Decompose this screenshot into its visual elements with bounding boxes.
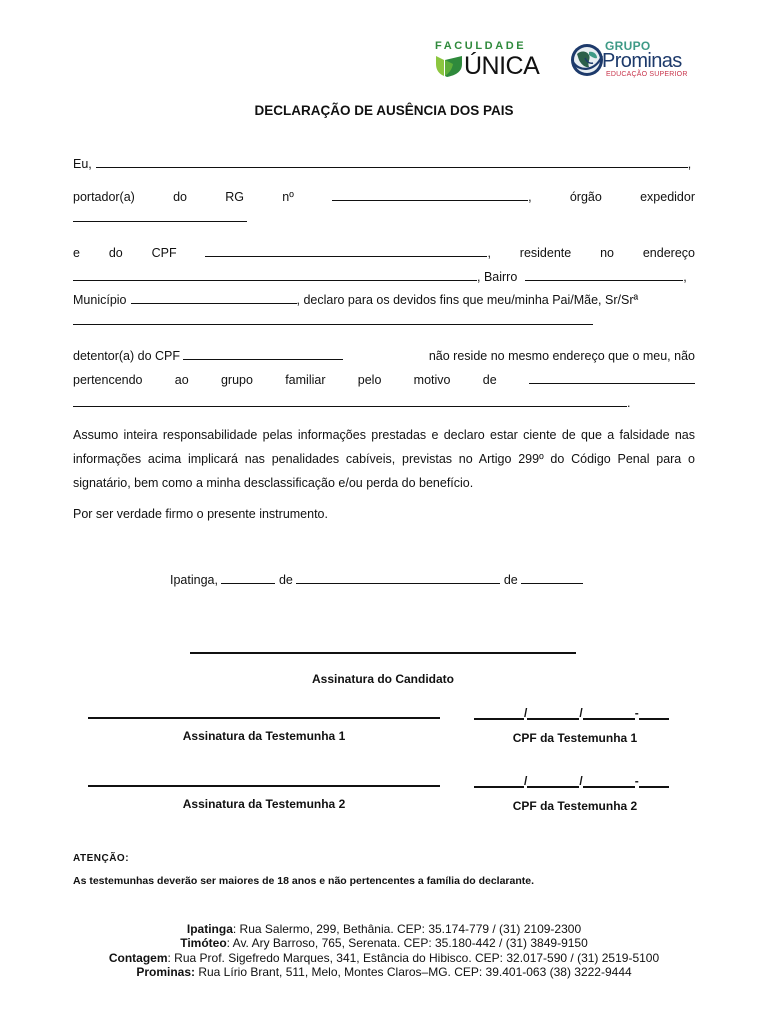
address-field[interactable]	[73, 269, 477, 281]
word: e	[73, 246, 80, 260]
attention-heading: ATENÇÃO:	[73, 853, 130, 864]
grupo-prominas-logo	[569, 40, 699, 84]
comma: ,	[683, 269, 687, 284]
parent-cpf-group	[73, 345, 343, 369]
word: familiar	[285, 372, 326, 387]
address-text: : Rua Prof. Sigefredo Marques, 341, Estância do Hibisco. CEP: 32.017-590 / (31) 2519-5100	[167, 950, 660, 965]
year-field[interactable]	[521, 572, 583, 584]
word: grupo	[220, 372, 253, 387]
unica-main-text: ÚNICA	[464, 52, 540, 80]
parent-name-field[interactable]	[73, 313, 593, 325]
word: órgão	[569, 190, 602, 204]
witness2-signature-block	[88, 785, 440, 811]
city-name: Contagem	[108, 950, 168, 965]
rg-group	[332, 186, 531, 210]
slash: /	[524, 774, 528, 788]
city-name: Timóteo	[180, 936, 227, 951]
prominas-sub-text: EDUCAÇÃO SUPERIOR	[606, 71, 688, 78]
prominas-grupo-text: GRUPO	[605, 39, 651, 53]
address-text: : Av. Ary Barroso, 765, Serenata. CEP: 35.180-442 / (31) 3849-9150	[226, 936, 588, 951]
candidate-signature-line[interactable]	[190, 652, 576, 654]
city-name: Prominas:	[136, 964, 195, 979]
address-text: Rua Lírio Brant, 511, Melo, Montes Claros–MG. CEP: 39.401-063 (38) 3222-9444	[195, 964, 632, 979]
dash: -	[634, 706, 639, 720]
globe-icon	[569, 42, 605, 78]
witness1-cpf-label: CPF da Testemunha 1	[512, 731, 638, 745]
slash: /	[579, 706, 583, 720]
word: RG	[225, 190, 245, 204]
header-logos	[434, 40, 704, 84]
candidate-signature-block	[190, 652, 576, 686]
attention-text: As testemunhas deverão ser maiores de 18 anos e não pertencentes a família do declarante.	[73, 875, 535, 887]
slash: /	[524, 706, 528, 720]
responsibility-paragraph: Assumo inteira responsabilidade pelas informações prestadas e declaro estar ciente de que a falsidade nas informações acima implicará nas penalidades cabíveis, previstas no Artigo 299º do Código Penal para o signatário, bem como a minha desclassificação e/ou perda do benefício.	[73, 428, 695, 490]
not-reside-text: não reside no mesmo endereço que o meu, não	[428, 349, 695, 363]
label-eu: Eu,	[73, 157, 92, 171]
witness2-cpf-block	[474, 774, 676, 813]
witness2-signature-label: Assinatura da Testemunha 2	[182, 797, 346, 811]
paragraph-name	[73, 153, 695, 177]
neighborhood-field[interactable]	[525, 269, 683, 281]
footer-address-timoteo	[0, 936, 768, 950]
footer-address-prominas	[0, 965, 768, 979]
witness1-signature-label: Assinatura da Testemunha 1	[182, 729, 346, 743]
page-title: DECLARAÇÃO DE AUSÊNCIA DOS PAIS	[254, 103, 514, 118]
word: do	[173, 190, 188, 204]
word: de	[482, 372, 497, 387]
word: CPF	[151, 246, 177, 260]
reason-field-continued[interactable]	[73, 395, 627, 407]
witness2-signature-line[interactable]	[88, 785, 440, 787]
date-line	[170, 572, 583, 587]
witness2-cpf-field[interactable]	[474, 774, 676, 788]
label-detentor: detentor(a) do CPF	[73, 349, 180, 363]
dash: -	[634, 774, 639, 788]
word: residente	[519, 246, 572, 260]
word: no	[600, 246, 614, 260]
label-de: de	[503, 573, 518, 587]
truth-statement: Por ser verdade firmo o presente instrumento.	[73, 507, 328, 521]
witness1-cpf-field[interactable]	[474, 706, 676, 720]
witness1-cpf-block	[474, 706, 676, 745]
candidate-signature-label: Assinatura do Candidato	[311, 672, 454, 686]
paragraph-parent-cpf	[73, 345, 695, 416]
comma: ,	[528, 190, 532, 204]
footer-address-contagem	[0, 951, 768, 965]
word: expedidor	[640, 190, 695, 204]
cpf-group	[205, 242, 490, 266]
label-bairro: , Bairro	[477, 269, 518, 284]
paragraph-rg	[73, 186, 695, 233]
faculdade-unica-logo	[434, 40, 544, 84]
address-text: : Rua Salermo, 299, Bethânia. CEP: 35.174-779 / (31) 2109-2300	[232, 922, 582, 936]
reason-field[interactable]	[529, 372, 695, 384]
word: pertencendo	[73, 372, 143, 387]
paragraph-address	[73, 242, 695, 336]
unica-top-text: FACULDADE	[435, 40, 527, 52]
word: do	[108, 246, 123, 260]
witness1-signature-block	[88, 717, 440, 743]
parent-cpf-field[interactable]	[183, 348, 343, 360]
slash: /	[579, 774, 583, 788]
day-field[interactable]	[221, 572, 275, 584]
label-municipio: Município	[73, 293, 127, 307]
word: endereço	[642, 246, 695, 260]
footer-addresses	[0, 922, 768, 979]
witness1-signature-line[interactable]	[88, 717, 440, 719]
rg-number-field[interactable]	[332, 189, 528, 201]
comma: ,	[687, 157, 692, 171]
comma: ,	[487, 246, 491, 260]
unica-shield-icon	[435, 54, 463, 78]
word: ao	[174, 372, 189, 387]
city-label: Ipatinga,	[170, 573, 218, 587]
word: pelo	[357, 372, 382, 387]
prominas-main-text: Prominas	[602, 50, 682, 72]
declaration-text: , declaro para os devidos fins que meu/minha Pai/Mãe, Sr/Srª	[296, 293, 639, 307]
period: .	[627, 396, 631, 410]
issuing-agency-field[interactable]	[73, 210, 247, 222]
footer-address-ipatinga	[0, 922, 768, 936]
label-de: de	[278, 573, 293, 587]
city-field[interactable]	[131, 292, 297, 304]
city-name: Ipatinga	[186, 922, 233, 936]
month-field[interactable]	[296, 572, 500, 584]
word: nº	[282, 190, 294, 204]
witness2-cpf-label: CPF da Testemunha 2	[512, 799, 638, 813]
cpf-field[interactable]	[205, 245, 487, 257]
name-field[interactable]	[96, 156, 688, 168]
word: portador(a)	[73, 190, 135, 204]
word: motivo	[413, 372, 451, 387]
